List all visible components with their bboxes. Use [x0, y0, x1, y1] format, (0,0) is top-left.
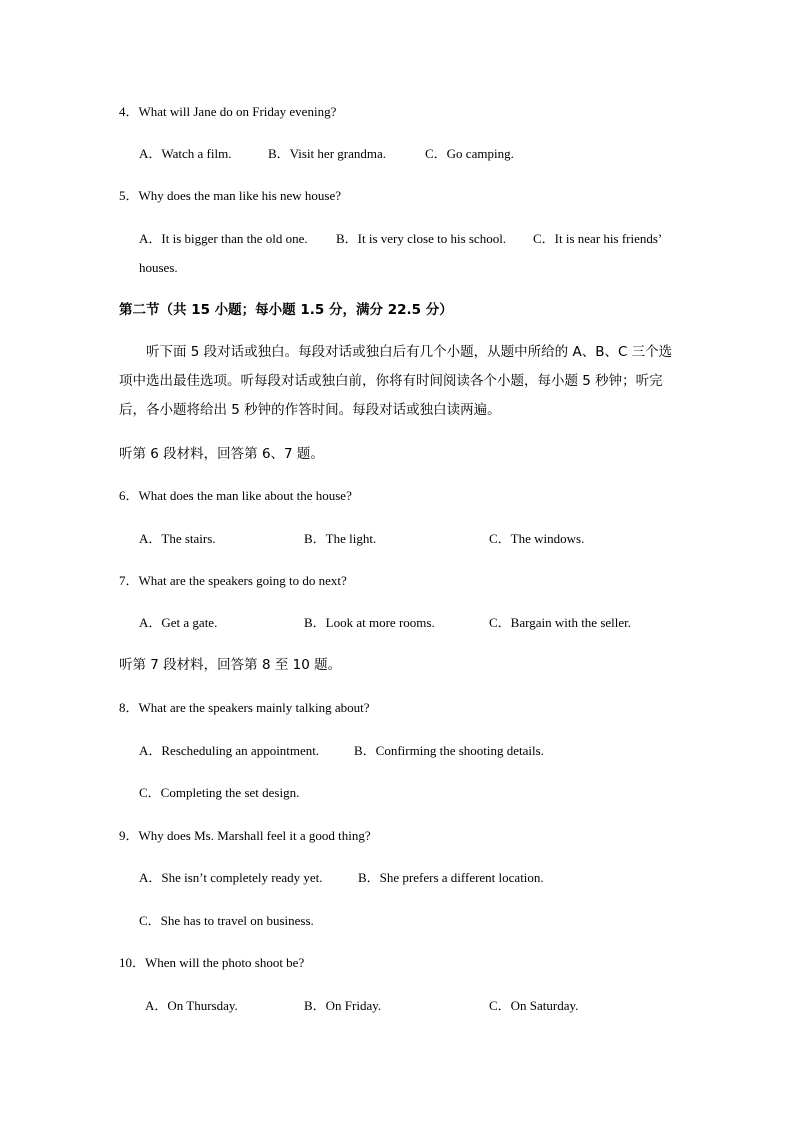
- question-6-option-a: A．The stairs.: [139, 531, 216, 546]
- material-6-label: 听第 6 段材料，回答第 6、7 题。: [119, 446, 324, 462]
- question-10-option-a: A．On Thursday.: [145, 998, 238, 1013]
- question-7-option-a: A．Get a gate.: [139, 615, 218, 630]
- question-8-option-a: A．Rescheduling an appointment.: [139, 743, 320, 758]
- question-10-stem: 10．When will the photo shoot be?: [119, 955, 305, 970]
- question-5-option-a: A．It is bigger than the old one.: [139, 231, 308, 246]
- question-5-stem: 5．Why does the man like his new house?: [119, 188, 342, 203]
- question-4-option-a: A．Watch a film.: [139, 146, 232, 161]
- question-7-option-c: C．Bargain with the seller.: [489, 615, 632, 630]
- question-10-option-b: B．On Friday.: [304, 998, 382, 1013]
- question-8-stem: 8．What are the speakers mainly talking about?: [119, 700, 370, 715]
- question-4-option-b: B．Visit her grandma.: [268, 146, 387, 161]
- question-9-option-c: C．She has to travel on business.: [139, 913, 314, 928]
- section-heading: 第二节（共 15 小题；每小题 1.5 分，满分 22.5 分）: [119, 302, 453, 318]
- question-9-option-a: A．She isn’t completely ready yet.: [139, 870, 323, 885]
- question-8-option-c: C．Completing the set design.: [139, 785, 300, 800]
- question-10-option-c: C．On Saturday.: [489, 998, 579, 1013]
- material-7-label: 听第 7 段材料，回答第 8 至 10 题。: [119, 657, 342, 673]
- question-7-option-b: B．Look at more rooms.: [304, 615, 435, 630]
- question-5-option-b: B．It is very close to his school.: [336, 231, 507, 246]
- question-8-option-b: B．Confirming the shooting details.: [354, 743, 544, 758]
- question-9-stem: 9．Why does Ms. Marshall feel it a good thing?: [119, 828, 371, 843]
- question-4-stem: 4．What will Jane do on Friday evening?: [119, 104, 337, 119]
- question-6-stem: 6．What does the man like about the house?: [119, 488, 352, 503]
- question-5-option-c-continued: houses.: [139, 260, 178, 275]
- section-instructions: 听下面 5 段对话或独白。每段对话或独白后有几个小题，从题中所给的 A、B、C 三个选项中选出最佳选项。听每段对话或独白前，你将有时间阅读各个小题，每小题 5 秒钟；听完后，各小题将给出 5 秒钟的作答时间。每段对话或独白读两遍。: [119, 344, 673, 418]
- question-5-option-c: C．It is near his friends’: [533, 231, 663, 246]
- question-6-option-c: C．The windows.: [489, 531, 585, 546]
- question-4-option-c: C．Go camping.: [425, 146, 514, 161]
- question-6-option-b: B．The light.: [304, 531, 377, 546]
- question-9-option-b: B．She prefers a different location.: [358, 870, 544, 885]
- question-7-stem: 7．What are the speakers going to do next?: [119, 573, 347, 588]
